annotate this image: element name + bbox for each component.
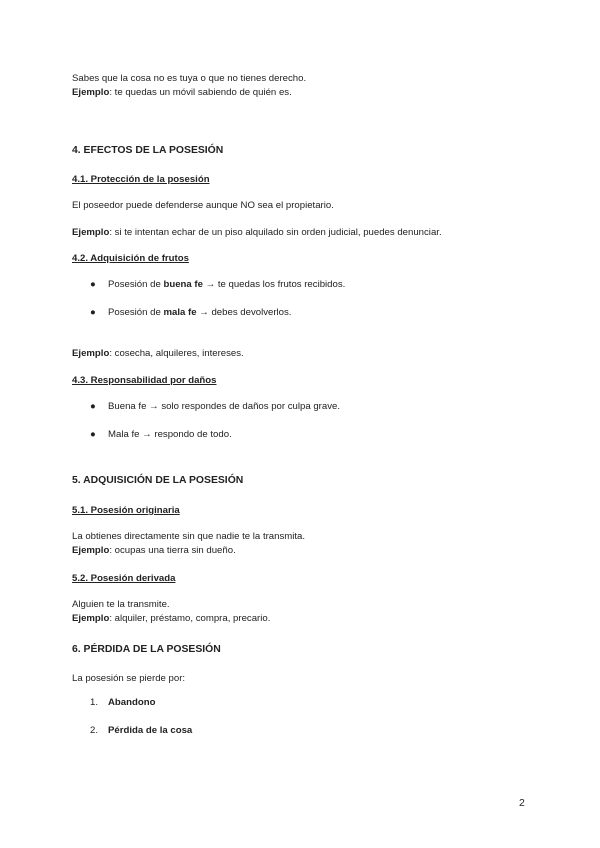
example-text: : si te intentan echar de un piso alquilado sin orden judicial, puedes denunciar. [109, 227, 442, 238]
section-4-2-heading: 4.2. Adquisición de frutos [72, 253, 189, 264]
intro-line: Sabes que la cosa no es tuya o que no tienes derecho. [72, 73, 307, 84]
page-number: 2 [519, 798, 525, 809]
list-item [90, 697, 155, 708]
section-4-1-example [72, 226, 442, 240]
section-4-1-paragraph: El poseedor puede defenderse aunque NO sea el propietario. [72, 200, 334, 211]
bullet-icon: ● [90, 429, 96, 440]
section-6-paragraph: La posesión se pierde por: [72, 673, 186, 684]
intro-example [72, 86, 292, 100]
example-text: : cosecha, alquileres, intereses. [109, 348, 244, 359]
section-5-1-example [72, 544, 236, 558]
list-item [90, 401, 340, 412]
example-text: : ocupas una tierra sin dueño. [109, 545, 236, 556]
list-item-text: Pérdida de la cosa [108, 725, 193, 736]
example-text: : alquiler, préstamo, compra, precario. [109, 613, 271, 624]
list-number: 2. [90, 725, 99, 736]
section-6-heading: 6. PÉRDIDA DE LA POSESIÓN [72, 644, 221, 655]
list-item-text: Abandono [108, 697, 156, 708]
section-4-3-heading: 4.3. Responsabilidad por daños [72, 375, 217, 386]
section-4-2-example [72, 347, 244, 361]
bullet-icon: ● [90, 307, 96, 318]
list-item [90, 279, 345, 290]
section-4-1-heading: 4.1. Protección de la posesión [72, 174, 210, 185]
list-item-text: Buena fe → solo respondes de daños por culpa grave. [108, 401, 341, 412]
list-item-text: Posesión de [108, 307, 164, 318]
list-item-text: → te quedas los frutos recibidos. [202, 279, 346, 290]
section-5-2-heading: 5.2. Posesión derivada [72, 573, 176, 584]
list-item-text: → debes devolverlos. [196, 307, 292, 318]
section-5-1-heading: 5.1. Posesión originaria [72, 505, 180, 516]
section-5-heading: 5. ADQUISICIÓN DE LA POSESIÓN [72, 475, 244, 486]
list-item [90, 307, 291, 318]
list-item-bold: buena fe [163, 279, 203, 290]
list-item [90, 429, 232, 440]
list-item-bold: mala fe [163, 307, 197, 318]
example-label: Ejemplo [72, 348, 110, 359]
example-label: Ejemplo [72, 227, 110, 238]
list-item [90, 725, 192, 736]
example-label: Ejemplo [72, 87, 110, 98]
section-4-heading: 4. EFECTOS DE LA POSESIÓN [72, 145, 224, 156]
list-item-text: Posesión de [108, 279, 164, 290]
section-5-2-example [72, 612, 270, 626]
section-5-2-paragraph: Alguien te la transmite. [72, 599, 170, 610]
example-label: Ejemplo [72, 613, 110, 624]
bullet-icon: ● [90, 401, 96, 412]
example-label: Ejemplo [72, 545, 110, 556]
example-text: : te quedas un móvil sabiendo de quién es. [109, 87, 292, 98]
list-number: 1. [90, 697, 99, 708]
bullet-icon: ● [90, 279, 96, 290]
section-5-1-paragraph: La obtienes directamente sin que nadie te la transmita. [72, 531, 306, 542]
list-item-text: Mala fe → respondo de todo. [108, 429, 232, 440]
